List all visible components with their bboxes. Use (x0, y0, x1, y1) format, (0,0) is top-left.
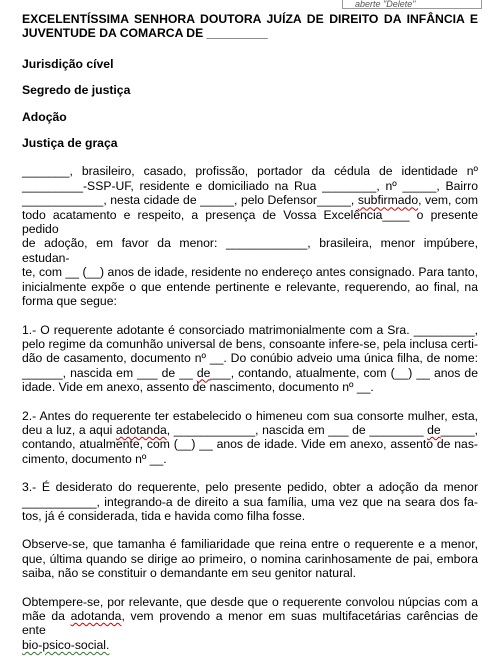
document-page (22, 12, 478, 666)
spellcheck-word[interactable]: subfirmado (357, 193, 419, 208)
p4-line-2: ___________, integrando-a de direito a sua família, uma vez que na seara dos fa- (22, 494, 478, 509)
p1-line-3-c: , vem, com (418, 193, 479, 208)
p3-line-2-e: _____, (440, 422, 478, 437)
p2-line-3: dão de casamento, documento nº __. Do conúbio adveio uma única filha, de nome: (22, 351, 478, 366)
p1-line-3-a: ____________, nesta cidade de _____, pelo Defensor_____, (22, 193, 358, 208)
tooltip-text: aberte "Delete" (355, 0, 416, 9)
p5-line-2: que, última quando se dirige ao primeiro, o nomina carinhosamente de pai, embora (22, 551, 478, 566)
spellcheck-word[interactable]: adotanda (70, 609, 122, 623)
p3-line-2-c: , ____________, nascida em ___ de ________ (166, 422, 428, 437)
p3-line-3: contando, atualmente, com (__) __ anos de idade. Vide em anexo, assento de nas- (22, 437, 478, 452)
label-segredo: Segredo de justiça (22, 83, 131, 98)
p1-line-6: te, com __ (__) anos de idade, residente no endereço antes consignado. Para tanto, (22, 265, 478, 280)
p1-line-2: _________-SSP-UF, residente e domiciliado na Rua ________, nº _____, Bairro (22, 178, 478, 193)
p1-line-4: todo acatamento e respeito, a presença de Vossa Excelência____ o presente pedido (22, 207, 478, 237)
paragraph-6 (22, 595, 478, 653)
p1-line-3 (22, 193, 478, 207)
document-heading (22, 12, 478, 41)
p3-line-2 (22, 423, 478, 437)
tooltip (342, 0, 482, 9)
p6-line-2-c: , vem provendo a menor em suas multifacetárias carências de ente (22, 609, 478, 638)
paragraph-2 (22, 323, 478, 395)
p3-line-2-a: deu a luz, a aqui (22, 422, 116, 437)
heading-line-2: JUVENTUDE DA COMARCA DE _________ (22, 26, 268, 41)
label-justica-graca: Justiça de graça (22, 136, 118, 151)
p6-line-2-a: mãe da (22, 609, 71, 623)
p6-line-1: Obtempere-se, por relevante, que desde que o requerente convolou núpcias com a (22, 594, 478, 609)
p3-line-4: cimento, documento nº __. (22, 451, 167, 466)
label-jurisdicao: Jurisdição cível (22, 56, 114, 71)
p2-line-5: idade. Vide em anexo, assento de nascimento, documento nº __. (22, 380, 374, 395)
p2-line-2: pelo regime da comunhão universal de bens, consoante infere-se, pela inclusa certi- (22, 336, 478, 351)
p2-line-4 (22, 366, 478, 380)
p2-line-1: 1.- O requerente adotante é consorciado matrimonialmente com a Sra. _________, (22, 322, 478, 337)
p2-line-4-a: ______, nascida em ___ de __ (22, 365, 197, 380)
p1-line-1: _______, brasileiro, casado, profissão, portador da cédula de identidade nº (22, 164, 478, 179)
p6-line-2 (22, 609, 478, 638)
p1-line-8: forma que segue: (22, 294, 117, 309)
p5-line-1: Observe-se, que tamanha é familiaridade que reina entre o requerente e a menor, (22, 537, 478, 552)
spellcheck-word[interactable]: de (427, 422, 441, 437)
spellcheck-word[interactable]: adotanda (115, 422, 167, 437)
paragraph-5 (22, 537, 478, 580)
p4-line-3: tos, já é considerada, tida e havida como filha fosse. (22, 508, 306, 523)
p1-line-5: de adoção, em favor da menor: ____________, brasileira, menor impúbere, estudan- (22, 236, 478, 265)
p3-line-1: 2.- Antes do requerente ter estabelecido o himeneu com sua consorte mulher, esta, (22, 408, 478, 423)
p2-line-4-c: ___, contando, atualmente, com (__) __ anos de (210, 365, 478, 380)
p5-line-3: saiba, não se constituir o demandante em seu genitor natural. (22, 566, 357, 581)
label-adocao: Adoção (22, 109, 67, 124)
spellcheck-word[interactable]: de (196, 365, 211, 380)
paragraph-3 (22, 409, 478, 467)
p4-line-1: 3.- É desiderato do requerente, pelo presente pedido, obter a adoção da menor (22, 480, 478, 495)
grammar-check-word[interactable]: bio-psico-social. (22, 637, 110, 652)
heading-line-1: EXCELENTÍSSIMA SENHORA DOUTORA JUÍZA DE DIREITO DA INFÂNCIA E (22, 12, 478, 26)
p1-line-7: inicialmente expõe o que entende pertinente e relevante, requerendo, ao final, na (22, 279, 478, 294)
paragraph-4 (22, 480, 478, 523)
p6-line-3 (22, 638, 478, 652)
paragraph-1 (22, 164, 478, 308)
